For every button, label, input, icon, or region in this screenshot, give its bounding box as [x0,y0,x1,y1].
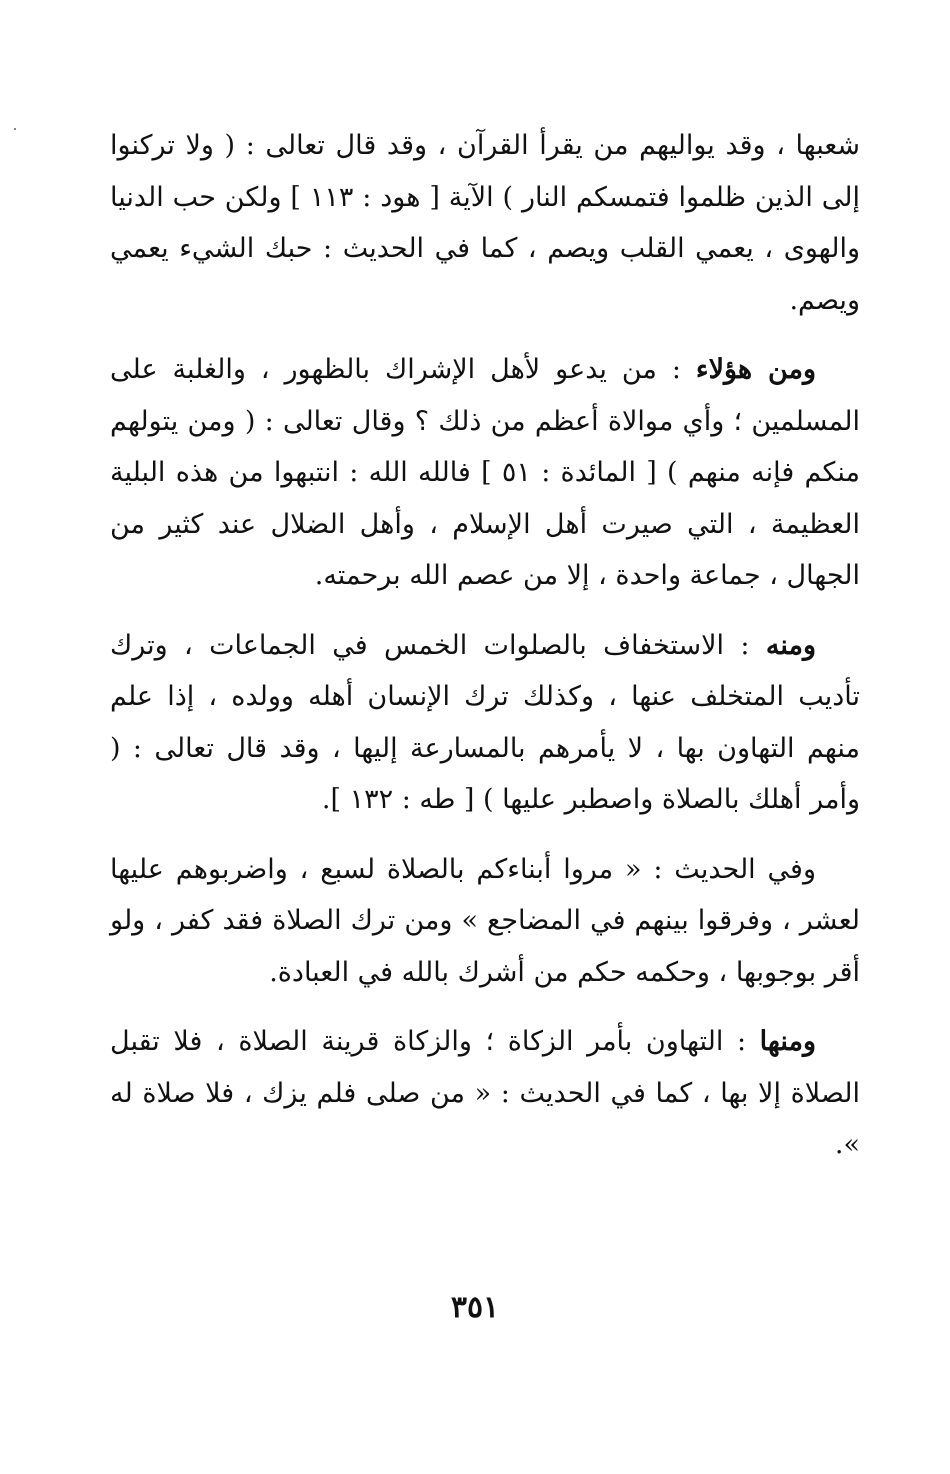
paragraph-4 [110,844,860,999]
paragraph-lead: ومن هؤلاء [695,354,816,385]
scan-speck [14,128,16,130]
paragraph-1 [110,120,860,326]
paragraph-text: شعبها ، وقد يواليهم من يقرأ القرآن ، وقد قال تعالى : ( ولا تركنوا إلى الذين ظلموا فتمسكم النار ) الآية [ هود : ١١٣ ] ولكن حب الدنيا والهوى ، يعمي القلب ويصم ، كما في الحديث : حبك الشيء يعمي ويصم. [110,130,860,316]
paragraph-lead: ومنها [759,1026,816,1057]
paragraph-text: : الاستخفاف بالصلوات الخمس في الجماعات ، وترك تأديب المتخلف عنها ، وكذلك ترك الإنسان أهله وولده ، إذا علم منهم التهاون بها ، لا يأمرهم بالمسارعة إليها ، وقد قال تعالى : ( وأمر أهلك بالصلاة واصطبر عليها ) [ طه : ١٣٢ ]. [110,629,860,815]
paragraph-text: وفي الحديث : « مروا أبناءكم بالصلاة لسبع ، واضربوهم عليها لعشر ، وفرقوا بينهم في المضاجع » ومن ترك الصلاة فقد كفر ، ولو أقر بوجوبها ، وحكمه حكم من أشرك بالله في العبادة. [110,853,860,988]
paragraph-5 [110,1016,860,1171]
paragraph-3 [110,620,860,826]
paragraph-text: : من يدعو لأهل الإشراك بالظهور ، والغلبة على المسلمين ؛ وأي موالاة أعظم من ذلك ؟ وقال تعالى : ( ومن يتولهم منكم فإنه منهم ) [ المائدة : ٥١ ] فالله الله : انتبهوا من هذه البلية العظيمة ، التي صيرت أهل الإسلام ، وأهل الضلال عند كثير من الجهال ، جماعة واحدة ، إلا من عصم الله برحمته. [110,354,860,591]
paragraph-text: : التهاون بأمر الزكاة ؛ والزكاة قرينة الصلاة ، فلا تقبل الصلاة إلا بها ، كما في الحديث : « من صلى فلم يزك ، فلا صلاة له ». [110,1026,860,1160]
page-number: ٣٥١ [450,1290,500,1325]
paragraph-lead: ومنه [765,629,816,661]
paragraph-2 [110,344,860,602]
body-text [110,120,860,1189]
